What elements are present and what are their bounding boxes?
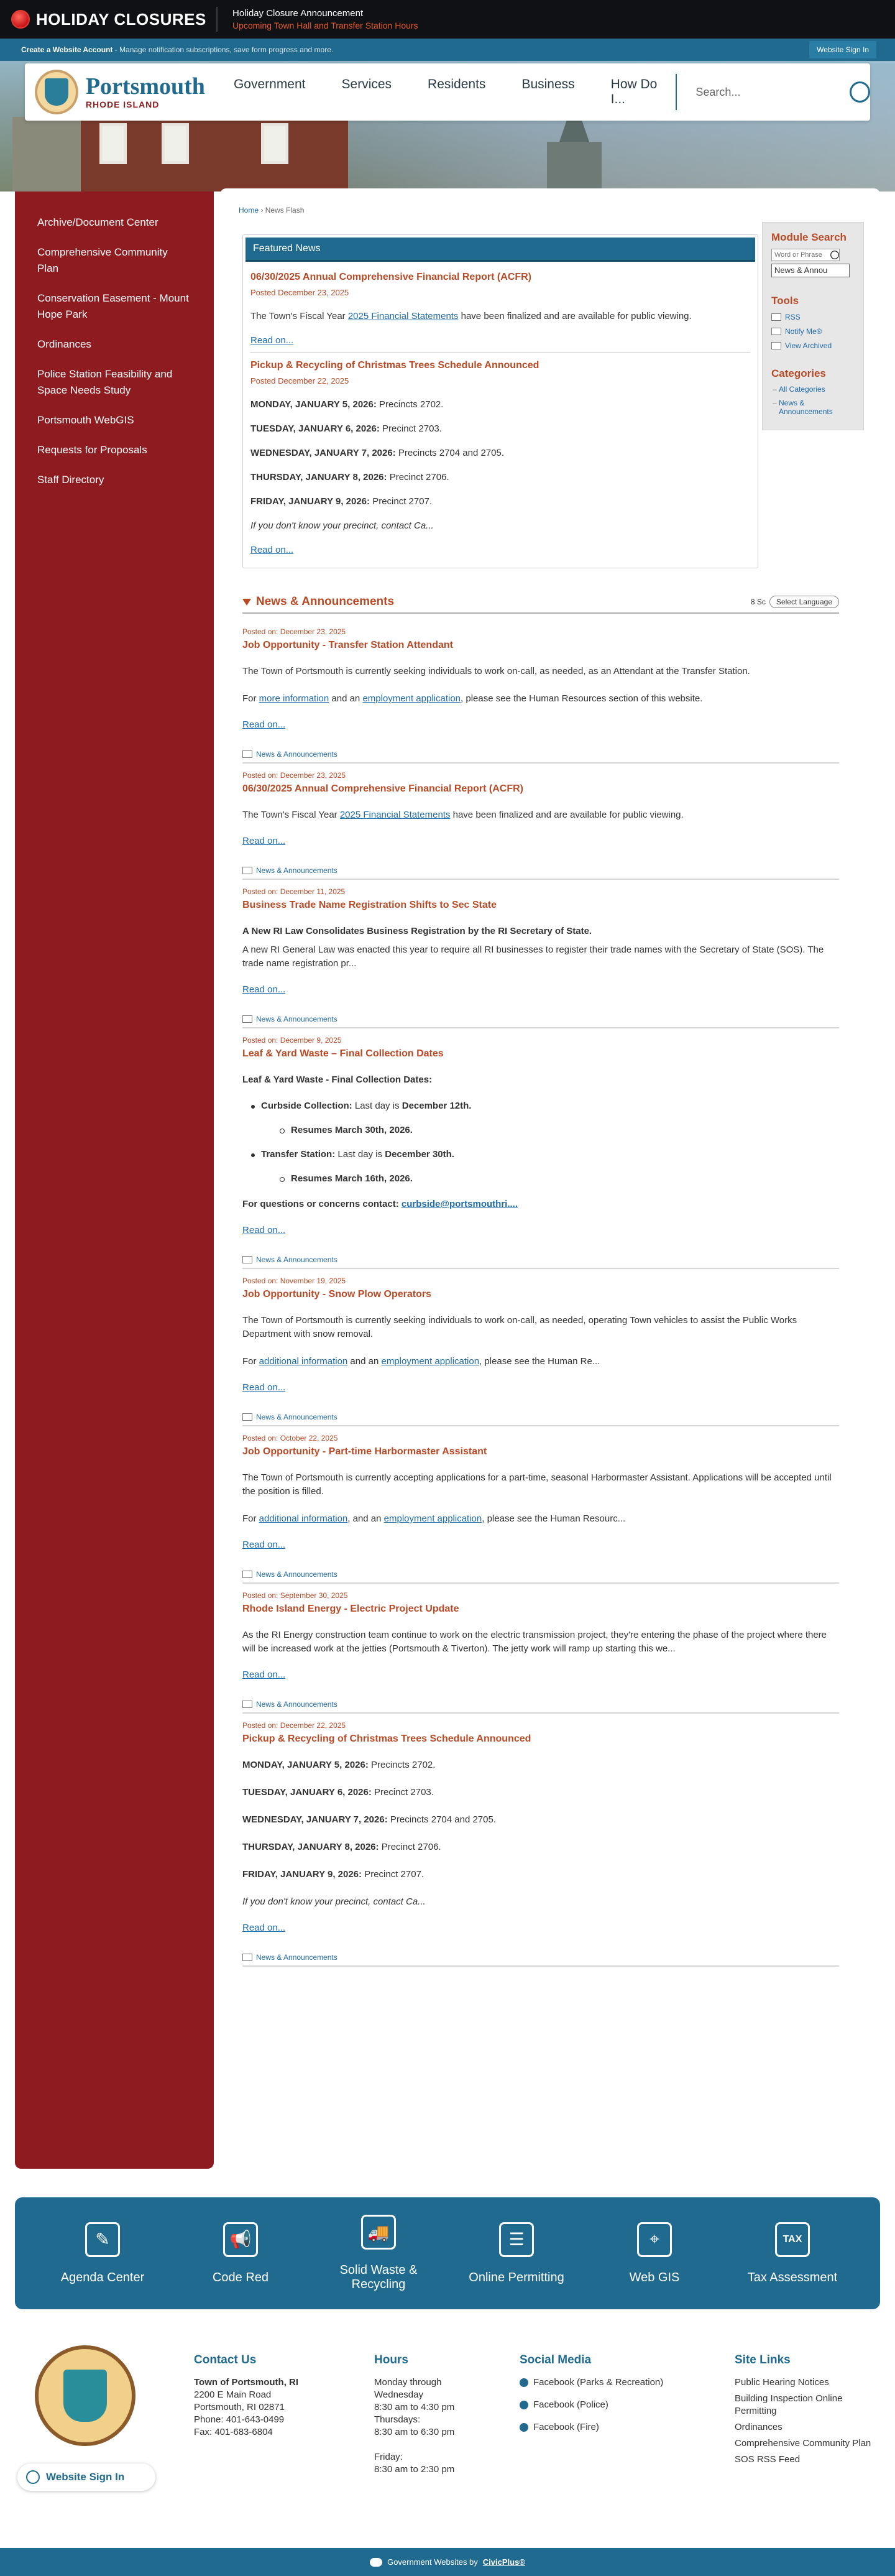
site-search-input[interactable]: Search... (695, 85, 741, 98)
more-information-link[interactable]: more information (259, 693, 329, 704)
news-item (242, 1714, 839, 1967)
footer-org: Town of Portsmouth, RI (194, 2377, 299, 2388)
news-heading-bar (242, 591, 839, 614)
precinct-note: If you don't know your precinct, contact Ca... (250, 520, 434, 531)
facebook-icon (520, 2378, 528, 2387)
news-text: The Town's Fiscal Year 2025 Financial Statements have been finalized and are available for public viewing. (242, 810, 684, 820)
folder-icon (242, 1256, 252, 1263)
mail-icon (771, 328, 781, 335)
schedule-line: THURSDAY, JANUARY 8, 2026: Precinct 2706. (250, 472, 449, 482)
folder-icon (242, 1954, 252, 1961)
notify-me-link[interactable]: Notify Me® (771, 327, 857, 336)
read-on-link[interactable]: Read on... (250, 335, 294, 346)
news-date: Posted on: September 30, 2025 (242, 1591, 348, 1600)
create-account-link[interactable]: Create a Website Account (21, 45, 113, 54)
civicplus-icon (370, 2558, 382, 2567)
featured-item (250, 264, 750, 352)
quick-link-web-gis[interactable] (592, 2222, 717, 2285)
news-category-link[interactable]: News & Announcements (242, 1255, 839, 1264)
truck-icon: 🚚 (361, 2215, 396, 2250)
alert-headline[interactable]: Holiday Closure Announcement (232, 8, 364, 19)
news-title[interactable]: Job Opportunity - Part-time Harbormaster Assistant (242, 1446, 487, 1457)
news-title[interactable]: Business Trade Name Registration Shifts to Sec State (242, 900, 497, 910)
news-date: Posted on: October 22, 2025 (242, 1434, 338, 1443)
hero-tower (547, 142, 602, 192)
site-state: RHODE ISLAND (85, 99, 160, 109)
alert-subline[interactable]: Upcoming Town Hall and Transfer Station Hours (232, 21, 418, 30)
news-text: For questions or concerns contact: curbside@portsmouthri.... (242, 1199, 518, 1209)
featured-date: Posted December 23, 2025 (250, 288, 349, 297)
list-item: Curbside Collection: Last day is December 12th. (242, 1101, 839, 1111)
language-select[interactable]: Select Language (769, 596, 839, 608)
hero-window (261, 123, 288, 164)
alert-icon (11, 10, 30, 29)
category-news[interactable]: – News & Announcements (771, 399, 857, 416)
footer-social-title: Social Media (520, 2353, 592, 2366)
megaphone-icon: 📢 (223, 2222, 258, 2257)
quick-link-label: Online Permitting (469, 2270, 564, 2284)
news-category-link[interactable]: News & Announcements (242, 1700, 839, 1709)
site-footer (0, 2338, 895, 2549)
website-signin-button[interactable]: Website Sign In (809, 41, 876, 58)
list-item: Transfer Station: Last day is December 30th. (242, 1149, 839, 1160)
featured-title[interactable]: 06/30/2025 Annual Comprehensive Financial Report (ACFR) (250, 272, 531, 282)
footer-signin-button[interactable]: Website Sign In (17, 2463, 155, 2491)
hero-banner (0, 61, 895, 192)
alert-title: HOLIDAY CLOSURES (36, 9, 206, 29)
news-title[interactable]: Rhode Island Energy - Electric Project Update (242, 1604, 459, 1614)
read-on-link[interactable]: Read on... (242, 984, 286, 995)
alert-bar[interactable] (0, 0, 895, 39)
featured-news (242, 234, 758, 568)
sidebar-item-rfp[interactable]: Requests for Proposals (37, 444, 147, 456)
list-item: Resumes March 30th, 2026. (242, 1125, 839, 1135)
sidebar-item-ordinances[interactable]: Ordinances (37, 338, 91, 350)
hero-stone-wall (12, 117, 81, 192)
footer-fax: Fax: 401-683-6804 (194, 2427, 273, 2437)
news-title[interactable]: 06/30/2025 Annual Comprehensive Financial Report (ACFR) (242, 783, 523, 794)
financial-statements-link[interactable]: 2025 Financial Statements (339, 810, 451, 820)
precinct-note: If you don't know your precinct, contact Ca... (242, 1896, 426, 1907)
news-category-link[interactable]: News & Announcements (242, 1413, 839, 1421)
quick-link-tax-assessment[interactable] (730, 2222, 855, 2285)
footer-address: 2200 E Main Road (194, 2389, 272, 2400)
collapse-icon (242, 599, 251, 606)
schedule-line: WEDNESDAY, JANUARY 7, 2026: Precincts 2704 and 2705. (242, 1814, 496, 1825)
featured-title[interactable]: Pickup & Recycling of Christmas Trees Schedule Announced (250, 360, 539, 371)
news-title[interactable]: Leaf & Yard Waste – Final Collection Dates (242, 1048, 444, 1059)
civicplus-link[interactable]: CivicPlus® (482, 2557, 525, 2567)
collection-dates-list (242, 1101, 839, 1184)
folder-icon (242, 1015, 252, 1023)
news-item (242, 1426, 839, 1584)
main-content (220, 188, 880, 2166)
module-sidebar (762, 222, 864, 430)
archive-icon (771, 342, 781, 349)
news-text: Leaf & Yard Waste - Final Collection Dates: (242, 1074, 433, 1085)
news-date: Posted on: December 11, 2025 (242, 887, 346, 896)
news-date: Posted on: December 22, 2025 (242, 1721, 346, 1730)
nav-services[interactable]: Services (341, 77, 392, 91)
language-selector[interactable] (751, 596, 839, 608)
footer-contact-title: Contact Us (194, 2353, 257, 2366)
employment-application-link[interactable]: employment application (381, 1356, 480, 1367)
town-seal-logo[interactable] (35, 70, 78, 114)
breadcrumb-current: News Flash (265, 206, 305, 215)
footer-link[interactable]: SOS RSS Feed (735, 2454, 801, 2465)
module-search-title: Module Search (771, 231, 847, 243)
read-on-link[interactable]: Read on... (242, 719, 286, 730)
additional-information-link[interactable]: additional information (259, 1513, 348, 1524)
footer-site-links (735, 2354, 871, 2470)
news-item (242, 880, 839, 1028)
news-category-link[interactable]: News & Announcements (242, 1953, 839, 1962)
account-bar (0, 39, 895, 61)
nav-residents[interactable]: Residents (428, 77, 486, 91)
quick-links-band (15, 2197, 880, 2309)
hours-line: Friday: (374, 2452, 403, 2462)
folder-icon (242, 1701, 252, 1708)
view-archived-link[interactable]: View Archived (771, 341, 857, 350)
page-body (0, 192, 895, 2191)
footer-town-seal (35, 2345, 135, 2446)
facebook-parks-link[interactable]: Facebook (Parks & Recreation) (520, 2376, 706, 2389)
breadcrumb (239, 206, 304, 215)
schedule-line: WEDNESDAY, JANUARY 7, 2026: Precincts 2704 and 2705. (250, 448, 504, 458)
read-on-link[interactable]: Read on... (242, 836, 286, 846)
news-date: Posted on: November 19, 2025 (242, 1276, 346, 1285)
sidebar-item-webgis[interactable]: Portsmouth WebGIS (37, 414, 134, 426)
hours-spacer (374, 2439, 486, 2451)
news-date: Posted on: December 23, 2025 (242, 771, 346, 780)
sidebar-item-police-study[interactable]: Police Station Feasibility and Space Needs Study (37, 368, 173, 396)
search-icon[interactable] (850, 81, 870, 103)
read-on-link[interactable]: Read on... (242, 1540, 286, 1550)
read-on-link[interactable]: Read on... (242, 1669, 286, 1680)
breadcrumb-separator: › (259, 206, 265, 215)
footer-city: Portsmouth, RI 02871 (194, 2402, 285, 2412)
featured-item (250, 352, 750, 561)
facebook-fire-link[interactable]: Facebook (Fire) (520, 2421, 706, 2434)
news-category-link[interactable]: News & Announcements (242, 1015, 839, 1023)
news-list (242, 620, 839, 1967)
folder-icon (242, 750, 252, 758)
search-icon[interactable] (830, 251, 839, 259)
featured-date: Posted December 22, 2025 (250, 376, 349, 385)
news-text: As the RI Energy construction team continue to work on the electric transmission project, they're entering the phase of the project where there will be increased work at the jetties (Portsmouth & Tiverton). The jetty work will ramp up starting this we... (242, 1630, 827, 1654)
news-item (242, 1028, 839, 1269)
read-on-link[interactable]: Read on... (242, 1923, 286, 1933)
news-category-link[interactable]: News & Announcements (242, 750, 839, 759)
schedule-line: THURSDAY, JANUARY 8, 2026: Precinct 2706. (242, 1842, 441, 1852)
news-title[interactable]: Job Opportunity - Snow Plow Operators (242, 1289, 432, 1300)
rss-icon (771, 313, 781, 321)
news-text: The Town of Portsmouth is currently accepting applications for a part-time, seasonal Harbormaster Assistant. Applications will be accepted until the position is filled. (242, 1472, 832, 1497)
schedule-line: MONDAY, JANUARY 5, 2026: Precincts 2702. (242, 1760, 436, 1770)
sidebar-item-comprehensive-plan[interactable]: Comprehensive Community Plan (37, 246, 168, 274)
news-heading[interactable]: News & Announcements (242, 595, 394, 609)
folder-icon (242, 1571, 252, 1578)
footer-hours-title: Hours (374, 2353, 408, 2366)
news-title[interactable]: Job Opportunity - Transfer Station Attendant (242, 640, 453, 650)
facebook-police-link[interactable]: Facebook (Police) (520, 2399, 706, 2411)
agenda-icon: ✎ (85, 2222, 120, 2257)
hours-line: 8:30 am to 6:30 pm (374, 2427, 455, 2437)
tax-icon: TAX (775, 2222, 810, 2257)
alert-divider (216, 7, 218, 32)
quick-link-online-permitting[interactable] (454, 2222, 579, 2285)
hours-line: 8:30 am to 2:30 pm (374, 2464, 455, 2475)
nav-how-do-i[interactable]: How Do I... (610, 77, 658, 106)
footer-site-links-title: Site Links (735, 2353, 791, 2366)
read-on-link[interactable]: Read on... (242, 1225, 286, 1235)
quick-link-label: Code Red (212, 2270, 269, 2284)
list-item: Resumes March 16th, 2026. (242, 1173, 839, 1184)
module-category-select[interactable]: News & Annou (771, 264, 850, 277)
map-pin-icon: ⌖ (637, 2222, 672, 2257)
sidebar-item-archive[interactable]: Archive/Document Center (37, 216, 158, 228)
hours-line: Thursdays: (374, 2414, 421, 2425)
additional-information-link[interactable]: additional information (259, 1356, 348, 1367)
rss-link[interactable]: RSS (771, 313, 857, 321)
news-item (242, 1584, 839, 1714)
news-text: For more information and an employment application, please see the Human Resources section of this website. (242, 693, 703, 704)
nav-separator (676, 74, 677, 110)
user-icon (26, 2470, 40, 2484)
categories-title: Categories (771, 367, 826, 379)
curbside-email-link[interactable]: curbside@portsmouthri.... (401, 1199, 518, 1209)
powered-by-text: Government Websites by (387, 2557, 478, 2567)
schedule-line: FRIDAY, JANUARY 9, 2026: Precinct 2707. (242, 1869, 425, 1880)
account-bar-subtext: - Manage notification subscriptions, save form progress and more. (112, 45, 334, 54)
footer-link[interactable]: Ordinances (735, 2422, 783, 2432)
quick-link-agenda-center[interactable] (40, 2222, 165, 2285)
news-text: A new RI General Law was enacted this year to require all RI businesses to register their trade names with the Secretary of State (SOS). The trade name registration pr... (242, 944, 824, 969)
form-icon: ☰ (499, 2222, 534, 2257)
news-date: Posted on: December 23, 2025 (242, 627, 346, 636)
hours-line: Monday through (374, 2377, 442, 2388)
quick-link-label: Solid Waste & Recycling (339, 2263, 418, 2291)
news-date: Posted on: December 9, 2025 (242, 1036, 342, 1045)
quick-link-code-red[interactable] (178, 2222, 303, 2285)
footer-link[interactable]: Building Inspection Online Permitting (735, 2393, 843, 2416)
hero-window (162, 123, 189, 164)
read-on-link[interactable]: Read on... (242, 1382, 286, 1393)
footer-link[interactable]: Public Hearing Notices (735, 2377, 829, 2388)
footer-social (520, 2354, 706, 2444)
left-sidebar (15, 192, 214, 2169)
news-text: The Town of Portsmouth is currently seeking individuals to work on-call, as needed, operating Town vehicles to assist the Public Works Department with snow removal. (242, 1315, 797, 1339)
module-search-input[interactable] (771, 249, 840, 261)
read-on-link[interactable]: Read on... (250, 545, 294, 555)
quick-link-solid-waste[interactable] (316, 2215, 441, 2292)
news-item (242, 620, 839, 764)
powered-by-bar (0, 2548, 895, 2576)
featured-heading: Featured News (246, 238, 755, 262)
nav-government[interactable]: Government (233, 77, 306, 91)
facebook-icon (520, 2401, 528, 2409)
news-item (242, 1269, 839, 1426)
site-header (25, 63, 870, 121)
site-name: Portsmouth (85, 73, 205, 99)
quick-link-label: Tax Assessment (747, 2270, 838, 2284)
news-text: For additional information, and an employment application, please see the Human Resourc... (242, 1513, 626, 1524)
news-category-link[interactable]: News & Announcements (242, 866, 839, 875)
footer-hours (374, 2354, 486, 2476)
employment-application-link[interactable]: employment application (362, 693, 461, 704)
footer-phone: Phone: 401-643-0499 (194, 2414, 285, 2425)
sidebar-item-conservation-easement[interactable]: Conservation Easement - Mount Hope Park (37, 292, 189, 320)
schedule-line: FRIDAY, JANUARY 9, 2026: Precinct 2707. (250, 496, 433, 507)
folder-icon (242, 867, 252, 874)
footer-link[interactable]: Comprehensive Community Plan (735, 2438, 871, 2449)
financial-statements-link[interactable]: 2025 Financial Statements (347, 311, 459, 321)
hours-line: Wednesday (374, 2389, 423, 2400)
tools-title: Tools (771, 295, 799, 307)
breadcrumb-home[interactable]: Home (239, 206, 259, 215)
news-text: A New RI Law Consolidates Business Registration by the RI Secretary of State. (242, 926, 592, 936)
schedule-line: TUESDAY, JANUARY 6, 2026: Precinct 2703. (242, 1787, 434, 1798)
category-all[interactable]: – All Categories (771, 385, 857, 394)
site-logo-text[interactable] (86, 75, 205, 109)
schedule-line: MONDAY, JANUARY 5, 2026: Precincts 2702. (250, 399, 444, 410)
footer-contact (194, 2354, 331, 2439)
news-text: For additional information and an employment application, please see the Human Re... (242, 1356, 600, 1367)
folder-icon (242, 1413, 252, 1421)
news-text: The Town of Portsmouth is currently seeking individuals to work on-call, as needed, as an Attendant at the Transfer Station. (242, 666, 750, 676)
hero-window (99, 123, 127, 164)
schedule-line: TUESDAY, JANUARY 6, 2026: Precinct 2703. (250, 423, 442, 434)
news-item (242, 764, 839, 880)
nav-business[interactable]: Business (521, 77, 575, 91)
hours-line: 8:30 am to 4:30 pm (374, 2402, 455, 2412)
employment-application-link[interactable]: employment application (383, 1513, 482, 1524)
featured-text: The Town's Fiscal Year 2025 Financial Statements have been finalized and are available for public viewing. (250, 311, 692, 321)
facebook-icon (520, 2423, 528, 2432)
language-prefix: 8 Sc (750, 598, 766, 606)
news-category-link[interactable]: News & Announcements (242, 1570, 839, 1579)
sidebar-item-staff-directory[interactable]: Staff Directory (37, 474, 104, 486)
quick-link-label: Agenda Center (60, 2270, 145, 2284)
quick-link-label: Web GIS (629, 2270, 680, 2284)
main-nav (234, 77, 661, 107)
news-title[interactable]: Pickup & Recycling of Christmas Trees Schedule Announced (242, 1733, 531, 1744)
